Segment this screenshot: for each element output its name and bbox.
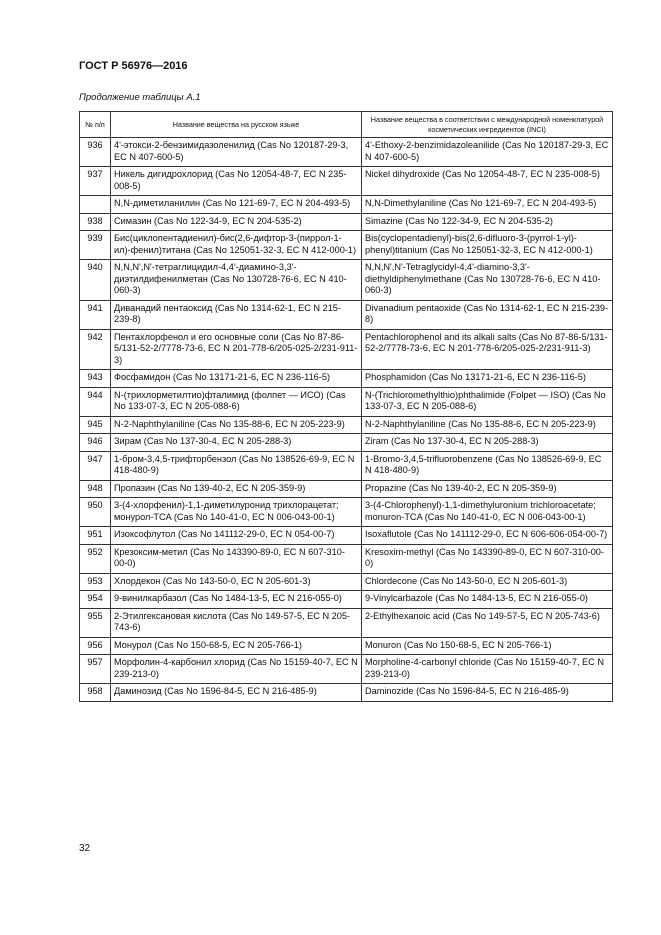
russian-name-cell: 3-(4-хлорфенил)-1,1-диметилуронид трихлорацетат; монурол-TCA (Cas No 140-41-0, EC N 006-043-00-1) bbox=[111, 498, 362, 527]
russian-name-cell: Фосфамидон (Cas No 13171-21-6, EC N 236-116-5) bbox=[111, 370, 362, 388]
row-number: 955 bbox=[80, 608, 111, 637]
russian-name-cell: Монурол (Cas No 150-68-5, EC N 205-766-1) bbox=[111, 637, 362, 655]
row-number: 945 bbox=[80, 416, 111, 434]
table-row bbox=[80, 387, 613, 416]
russian-name-cell: N-(трихлорметилтио)фталимид (фолпет — ИСО) (Cas No 133-07-3, EC N 205-088-6) bbox=[111, 387, 362, 416]
row-number: 947 bbox=[80, 451, 111, 480]
inci-name-cell: 4'-Ethoxy-2-benzimidazoleanilide (Cas No 120187-29-3, EC N 407-600-5) bbox=[362, 138, 613, 167]
inci-name-cell: N-(Trichloromethylthio)phthalimide (Folpet — ISO) (Cas No 133-07-3, EC N 205-088-6) bbox=[362, 387, 613, 416]
table-row bbox=[80, 573, 613, 591]
table-caption: Продолжение таблицы А.1 bbox=[79, 92, 201, 103]
inci-name-cell: Kresoxim-methyl (Cas No 143390-89-0, EC N 607-310-00-0) bbox=[362, 544, 613, 573]
table-row bbox=[80, 544, 613, 573]
inci-name-cell: N,N-Dimethylaniline (Cas No 121-69-7, EC N 204-493-5) bbox=[362, 196, 613, 214]
row-number: 958 bbox=[80, 684, 111, 702]
table-row bbox=[80, 451, 613, 480]
table-row bbox=[80, 370, 613, 388]
row-number: 948 bbox=[80, 480, 111, 498]
russian-name-cell: 2-Этилгексановая кислота (Cas No 149-57-5, EC N 205-743-6) bbox=[111, 608, 362, 637]
row-number: 946 bbox=[80, 434, 111, 452]
inci-name-cell: Chlordecone (Cas No 143-50-0, EC N 205-601-3) bbox=[362, 573, 613, 591]
inci-name-cell: Simazine (Cas No 122-34-9, EC N 204-535-2) bbox=[362, 213, 613, 231]
row-number: 941 bbox=[80, 300, 111, 329]
russian-name-cell: 4'-этокси-2-бензимидазоленилид (Cas No 120187-29-3, EC N 407-600-5) bbox=[111, 138, 362, 167]
russian-name-cell: Симазин (Cas No 122-34-9, EC N 204-535-2) bbox=[111, 213, 362, 231]
column-header-number: № п/п bbox=[80, 112, 111, 138]
table-row bbox=[80, 480, 613, 498]
row-number bbox=[80, 196, 111, 214]
row-number: 940 bbox=[80, 260, 111, 301]
table-row bbox=[80, 260, 613, 301]
russian-name-cell: Диванадий пентаоксид (Cas No 1314-62-1, EC N 215-239-8) bbox=[111, 300, 362, 329]
table-row bbox=[80, 416, 613, 434]
table-row bbox=[80, 637, 613, 655]
row-number: 938 bbox=[80, 213, 111, 231]
russian-name-cell: Пентахлорфенол и его основные соли (Cas No 87-86-5/131-52-2/7778-73-6, EC N 201-778-6/205-025-2/231-911-3) bbox=[111, 329, 362, 370]
substances-table bbox=[79, 111, 613, 702]
inci-name-cell: Phosphamidon (Cas No 13171-21-6, EC N 236-116-5) bbox=[362, 370, 613, 388]
row-number: 954 bbox=[80, 591, 111, 609]
inci-name-cell: 1-Bromo-3,4,5-trifluorobenzene (Cas No 138526-69-9, EC N 418-480-9) bbox=[362, 451, 613, 480]
table-body bbox=[80, 138, 613, 702]
row-number: 936 bbox=[80, 138, 111, 167]
table-row bbox=[80, 300, 613, 329]
russian-name-cell: 1-бром-3,4,5-трифторбензол (Cas No 138526-69-9, EC N 418-480-9) bbox=[111, 451, 362, 480]
russian-name-cell: Никель дигидрохлорид (Cas No 12054-48-7, EC N 235-008-5) bbox=[111, 167, 362, 196]
table-row bbox=[80, 213, 613, 231]
table-header-row bbox=[80, 112, 613, 138]
table-row bbox=[80, 608, 613, 637]
document-header: ГОСТ Р 56976—2016 bbox=[79, 60, 188, 72]
russian-name-cell: Морфолин-4-карбонил хлорид (Cas No 15159-40-7, EC N 239-213-0) bbox=[111, 655, 362, 684]
table-row bbox=[80, 167, 613, 196]
row-number: 939 bbox=[80, 231, 111, 260]
table-row bbox=[80, 138, 613, 167]
russian-name-cell: Изоксофлутол (Cas No 141112-29-0, EC N 054-00-7) bbox=[111, 527, 362, 545]
column-header-inci-name: Название вещества в соответствии с международной номенклатурой косметических ингредиентов (INCI) bbox=[362, 112, 613, 138]
inci-name-cell: Daminozide (Cas No 1596-84-5, EC N 216-485-9) bbox=[362, 684, 613, 702]
table-row bbox=[80, 329, 613, 370]
inci-name-cell: N,N,N',N'-Tetraglycidyl-4,4'-diamino-3,3'-diethyldiphenylmethane (Cas No 130728-76-6, EC N 410-060-3) bbox=[362, 260, 613, 301]
row-number: 957 bbox=[80, 655, 111, 684]
russian-name-cell: Пропазин (Cas No 139-40-2, EC N 205-359-9) bbox=[111, 480, 362, 498]
row-number: 942 bbox=[80, 329, 111, 370]
inci-name-cell: 2-Ethylhexanoic acid (Cas No 149-57-5, EC N 205-743-6) bbox=[362, 608, 613, 637]
table-row bbox=[80, 498, 613, 527]
russian-name-cell: N-2-Naphthylaniline (Cas No 135-88-6, EC N 205-223-9) bbox=[111, 416, 362, 434]
inci-name-cell: Divanadium pentaoxide (Cas No 1314-62-1, EC N 215-239-8) bbox=[362, 300, 613, 329]
page-number: 32 bbox=[79, 843, 91, 854]
russian-name-cell: Хлордекон (Cas No 143-50-0, EC N 205-601-3) bbox=[111, 573, 362, 591]
inci-name-cell: Nickel dihydroxide (Cas No 12054-48-7, EC N 235-008-5) bbox=[362, 167, 613, 196]
inci-name-cell: Isoxaflutole (Cas No 141112-29-0, EC N 606-606-054-00-7) bbox=[362, 527, 613, 545]
row-number: 953 bbox=[80, 573, 111, 591]
column-header-russian-name: Название вещества на русском языке bbox=[111, 112, 362, 138]
inci-name-cell: Bis(cyclopentadienyl)-bis(2,6-difluoro-3-(pyrrol-1-yl)-phenyl)titanium (Cas No 125051-32-3, EC N 412-000-1) bbox=[362, 231, 613, 260]
russian-name-cell: 9-винилкарбазол (Cas No 1484-13-5, EC N 216-055-0) bbox=[111, 591, 362, 609]
russian-name-cell: N,N,N',N'-тетраглицидил-4,4'-диамино-3,3'-диэтилдифенилметан (Cas No 130728-76-6, EC N 410-060-3) bbox=[111, 260, 362, 301]
table-row bbox=[80, 231, 613, 260]
inci-name-cell: Morpholine-4-carbonyl chloride (Cas No 15159-40-7, EC N 239-213-0) bbox=[362, 655, 613, 684]
russian-name-cell: Зирам (Cas No 137-30-4, EC N 205-288-3) bbox=[111, 434, 362, 452]
russian-name-cell: N,N-диметиланилин (Cas No 121-69-7, EC N 204-493-5) bbox=[111, 196, 362, 214]
row-number: 944 bbox=[80, 387, 111, 416]
russian-name-cell: Даминозид (Cas No 1596-84-5, EC N 216-485-9) bbox=[111, 684, 362, 702]
inci-name-cell: 3-(4-Chlorophenyl)-1,1-dimethyluronium trichloroacetate; monuron-TCA (Cas No 140-41-0, EC N 006-043-00-1) bbox=[362, 498, 613, 527]
row-number: 943 bbox=[80, 370, 111, 388]
inci-name-cell: 9-Vinylcarbazole (Cas No 1484-13-5, EC N 216-055-0) bbox=[362, 591, 613, 609]
table-row bbox=[80, 434, 613, 452]
russian-name-cell: Крезоксим-метил (Cas No 143390-89-0, EC N 607-310-00-0) bbox=[111, 544, 362, 573]
inci-name-cell: Monuron (Cas No 150-68-5, EC N 205-766-1) bbox=[362, 637, 613, 655]
russian-name-cell: Бис(циклопентадиенил)-бис(2,6-дифтор-3-(пиррол-1-ил)-фенил)титана (Cas No 125051-32-3, EC N 412-000-1) bbox=[111, 231, 362, 260]
table-row bbox=[80, 655, 613, 684]
table-row bbox=[80, 527, 613, 545]
inci-name-cell: N-2-Naphthylaniline (Cas No 135-88-6, EC N 205-223-9) bbox=[362, 416, 613, 434]
inci-name-cell: Ziram (Cas No 137-30-4, EC N 205-288-3) bbox=[362, 434, 613, 452]
inci-name-cell: Propazine (Cas No 139-40-2, EC N 205-359-9) bbox=[362, 480, 613, 498]
row-number: 952 bbox=[80, 544, 111, 573]
row-number: 951 bbox=[80, 527, 111, 545]
table-row bbox=[80, 684, 613, 702]
row-number: 956 bbox=[80, 637, 111, 655]
inci-name-cell: Pentachlorophenol and its alkali salts (Cas No 87-86-5/131-52-2/7778-73-6, EC N 201-778-6/205-025-2/231-911-3) bbox=[362, 329, 613, 370]
row-number: 937 bbox=[80, 167, 111, 196]
table-row bbox=[80, 196, 613, 214]
row-number: 950 bbox=[80, 498, 111, 527]
table-row bbox=[80, 591, 613, 609]
